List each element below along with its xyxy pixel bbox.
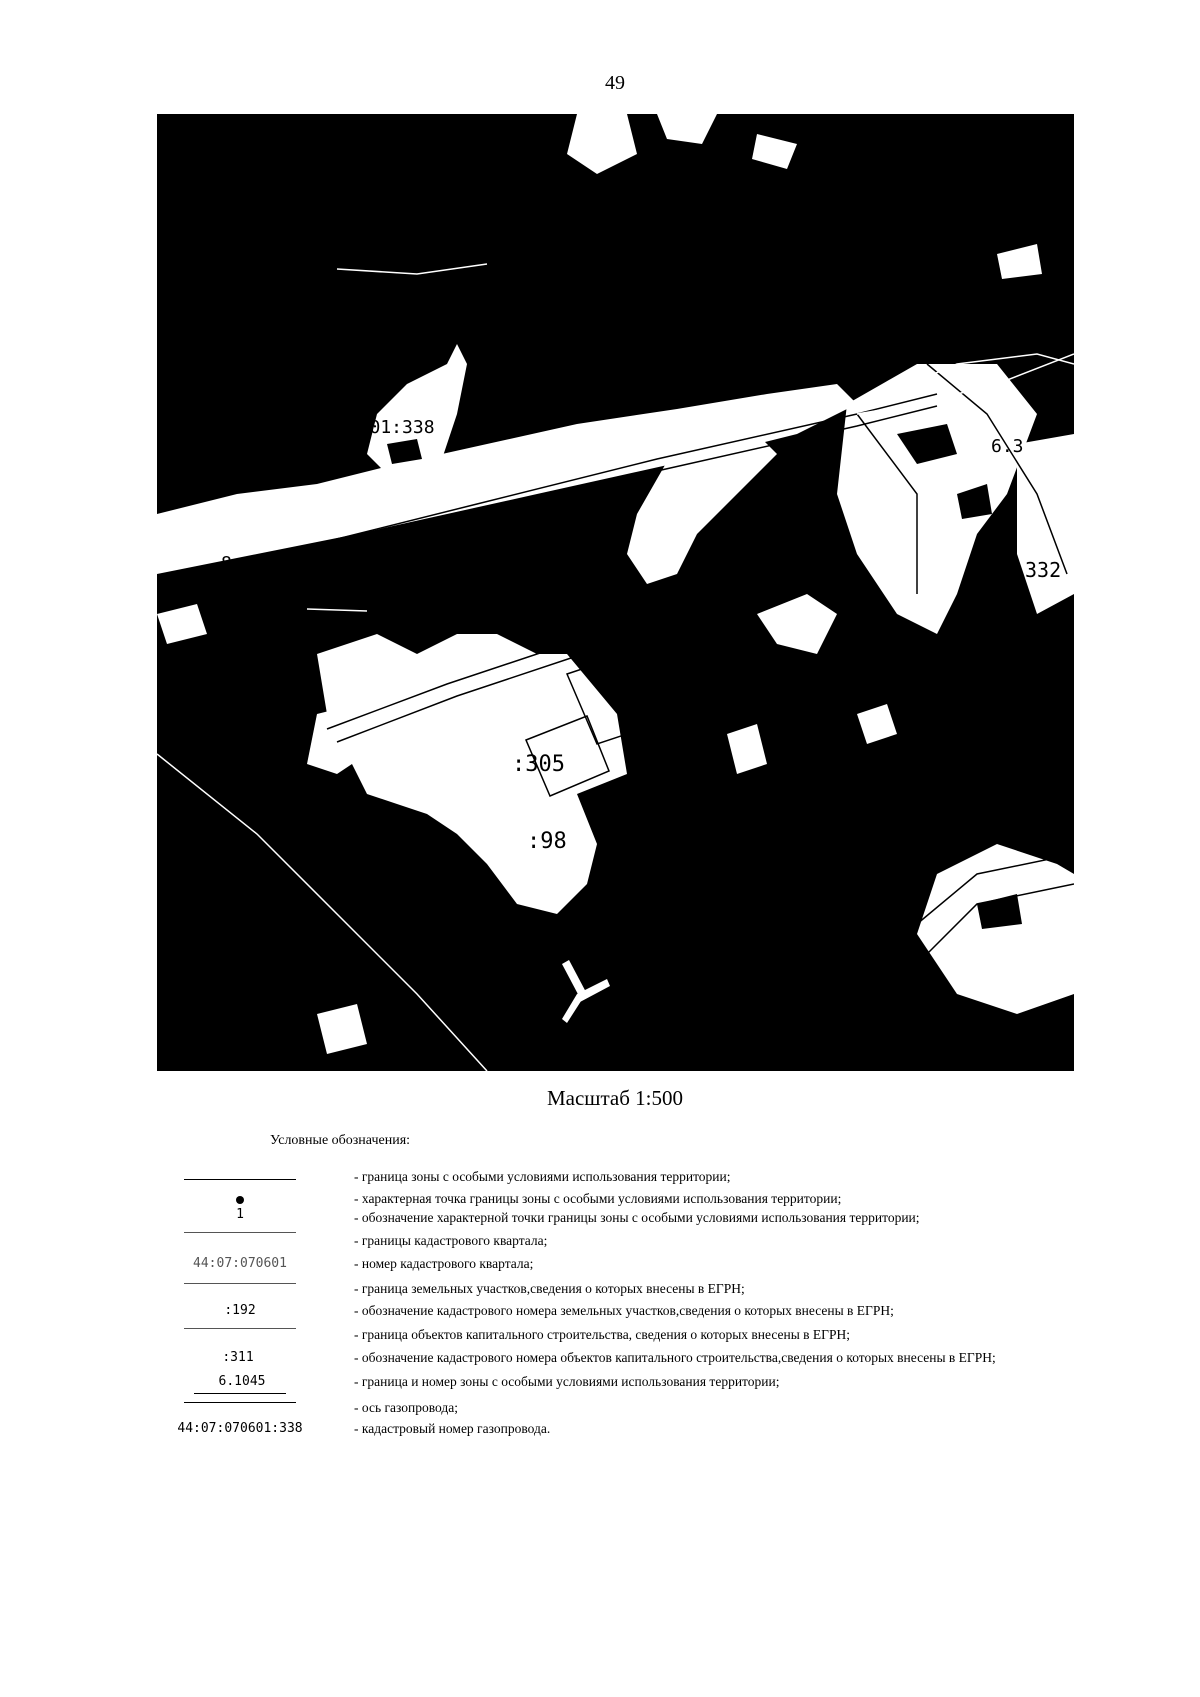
parcel-label-191: 191: [339, 372, 376, 396]
point-symbol: [236, 1196, 244, 1204]
quarter-label: 70601:338: [337, 417, 435, 438]
zone-label-1045: 1045: [545, 633, 589, 654]
legend-text: - граница объектов капитального строительства, сведения о которых внесены в ЕГРН;: [354, 1327, 850, 1342]
building-number-symbol: :311: [222, 1350, 254, 1365]
legend-text: - граница земельных участков,сведения о которых внесены в ЕГРН;: [354, 1281, 745, 1296]
parcel-label-332: 332: [1025, 558, 1062, 582]
zone-number-underline: [194, 1393, 286, 1394]
parcel-label-305: :305: [512, 752, 565, 777]
marker-label-8: 8: [221, 553, 232, 574]
legend-text: - граница зоны с особыми условиями использования территории;: [354, 1169, 731, 1184]
legend-text: - обозначение кадастрового номера земельных участков,сведения о которых внесены в ЕГРН;: [354, 1303, 894, 1318]
legend-text: - номер кадастрового квартала;: [354, 1256, 534, 1271]
parcel-number-symbol: :192: [224, 1303, 256, 1318]
map-scale: Масштаб 1:500: [546, 1086, 683, 1110]
quarter-number-symbol: 44:07:070601: [193, 1256, 287, 1271]
zone-number-symbol: 6.1045: [218, 1374, 266, 1389]
page-number: 49: [605, 72, 625, 94]
legend-text: - обозначение характерной точки границы зоны с особыми условиями использования территории;: [354, 1210, 920, 1225]
quarter-border-symbol: [184, 1232, 296, 1233]
building-border-symbol: [184, 1328, 296, 1329]
legend-text: - ось газопровода;: [354, 1400, 458, 1415]
zone-border-symbol: [184, 1179, 296, 1180]
legend-text: - кадастровый номер газопровода.: [354, 1421, 551, 1436]
legend-text: - границы кадастрового квартала;: [354, 1233, 548, 1248]
legend-text: - граница и номер зоны с особыми условиями использования территории;: [354, 1374, 780, 1389]
legend-text: - характерная точка границы зоны с особыми условиями использования территории;: [354, 1191, 842, 1206]
parcel-label-98: :98: [527, 829, 567, 854]
gas-pipe-number-symbol: 44:07:070601:338: [177, 1421, 303, 1436]
zone-label-6-3: 6.3: [991, 436, 1024, 457]
legend-title: Условные обозначения:: [270, 1133, 411, 1148]
cadastral-map[interactable]: [157, 114, 1074, 1071]
gas-pipe-axis-symbol: [184, 1402, 296, 1403]
legend-text: - обозначение кадастрового номера объектов капитального строительства,сведения о которых внесены в ЕГРН;: [354, 1350, 996, 1365]
point-label-symbol: 1: [236, 1207, 244, 1222]
parcel-border-symbol: [184, 1283, 296, 1284]
map-canvas: [157, 114, 1074, 1071]
